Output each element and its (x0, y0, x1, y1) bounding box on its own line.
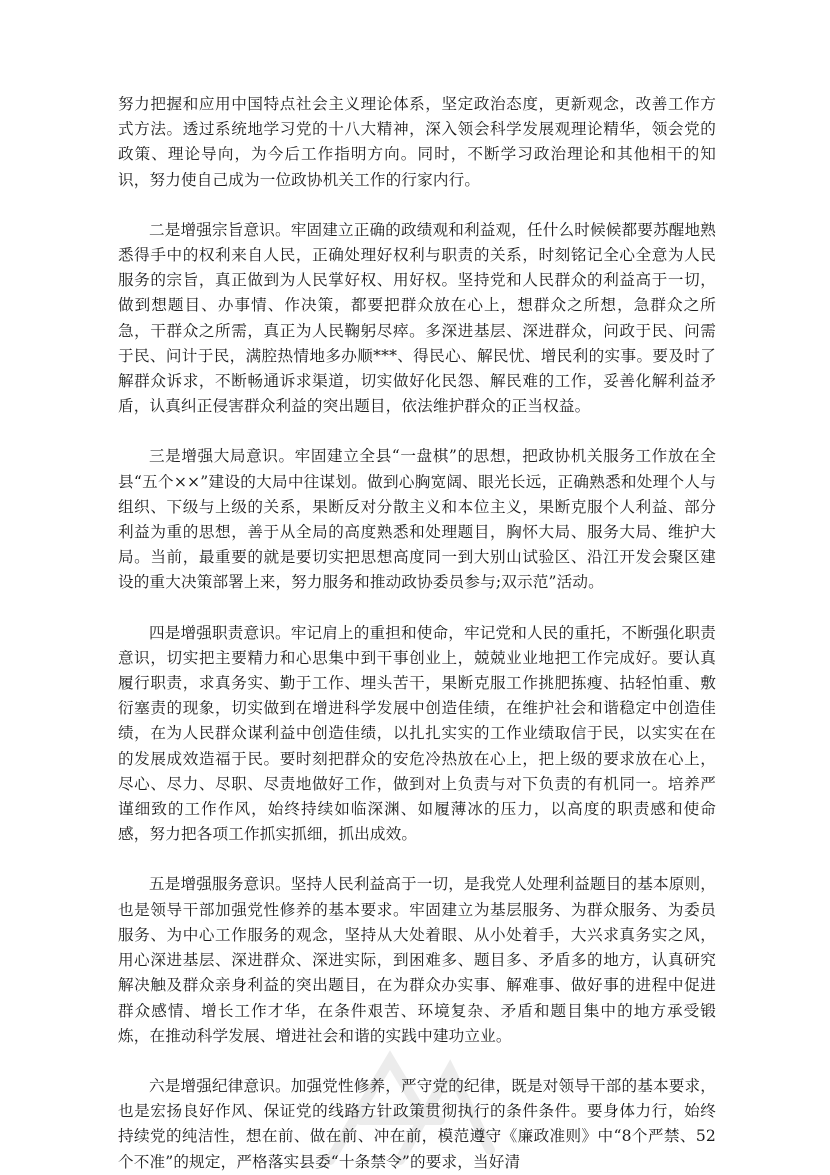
document-body (118, 92, 716, 1175)
paragraph-service-awareness: 五是增强服务意识。坚持人民利益高于一切，是我党人处理利益题目的基本原则，也是领导干部加强党性修养的基本要求。牢固建立为基层服务、为群众服务、为委员服务、为中心工作服务的观念，坚持从大处着眼、从小处着手，大兴求真务实之风，用心深进基层、深进群众、深进实际，到困难多、题目多、矛盾多的地方，认真研究解决触及群众亲身利益的突出题目，在为群众办实事、解难事、做好事的进程中促进群众感情、增长工作才华，在条件艰苦、环境复杂、矛盾和题目集中的地方承受锻炼，在推动科学发展、增进社会和谐的实践中建功立业。 (118, 875, 716, 1045)
paragraph-purpose-awareness: 二是增强宗旨意识。牢固建立正确的政绩观和利益观，任什么时候候都要苏醒地熟悉得手中的权利来自人民，正确处理好权利与职责的关系，时刻铭记全心全意为人民服务的宗旨，真正做到为人民掌好权、用好权。坚持党和人民群众的利益高于一切，做到想题目、办事情、作决策，都要把群众放在心上，想群众之所想，急群众之所急，干群众之所需，真正为人民鞠躬尽瘁。多深进基层、深进群众，问政于民、问需于民、问计于民，满腔热情地多办顺***、得民心、解民忧、增民利的实事。要及时了解群众诉求，不断畅通诉求渠道，切实做好化民怨、解民难的工作，妥善化解利益矛盾，认真纠正侵害群众利益的突出题目，依法维护群众的正当权益。 (118, 220, 716, 416)
paragraph-political-study: 努力把握和应用中国特点社会主义理论体系，坚定政治态度，更新观念，改善工作方式方法。透过系统地学习党的十八大精神，深入领会科学发展观理论精华，领会党的政策、理论导向，为今后工作指明方向。同时，不断学习政治理论和其他相干的知识，努力使自己成为一位政协机关工作的行家内行。 (118, 95, 716, 189)
paragraph-discipline-awareness: 六是增强纪律意识。加强党性修养，严守党的纪律，既是对领导干部的基本要求，也是宏扬良好作风、保证党的线路方针政策贯彻执行的条件条件。要身体力行，始终持续党的纯洁性，想在前、做在前、冲在前，模范遵守《廉政准则》中“8个严禁、52个不准”的规定，严格落实县委“十条禁令”的要求，当好清 (118, 1076, 716, 1171)
paragraph-overall-awareness: 三是增强大局意识。牢固建立全县“一盘棋”的思想，把政协机关服务工作放在全县“五个××”建设的大局中往谋划。做到心胸宽阔、眼光长远，正确熟悉和处理个人与组织、下级与上级的关系，果断反对分散主义和本位主义，果断克服个人利益、部分利益为重的思想，善于从全局的高度熟悉和处理题目，胸怀大局、服务大局、维护大局。当前，最重要的就是要切实把思想高度同一到大别山试验区、沿江开发会聚区建设的重大决策部署上来，努力服务和推动政协委员参与;双示范”活动。 (118, 447, 716, 592)
paragraph-responsibility-awareness: 四是增强职责意识。牢记肩上的重担和使命，牢记党和人民的重托，不断强化职责意识，切实把主要精力和心思集中到干事创业上，兢兢业业地把工作完成好。要认真履行职责，求真务实、勤于工作、埋头苦干，果断克服工作挑肥拣瘦、拈轻怕重、敷衍塞责的现象，切实做到在增进科学发展中创造佳绩，在维护社会和谐稳定中创造佳绩，在为人民群众谋利益中创造佳绩，以扎扎实实的工作业绩取信于民，以实实在在的发展成效造福于民。要时刻把群众的安危冷热放在心上，把上级的要求放在心上，尽心、尽力、尽职、尽责地做好工作，做到对上负责与对下负责的有机同一。培养严谨细致的工作作风，始终持续如临深渊、如履薄冰的压力，以高度的职责感和使命感，努力把各项工作抓实抓细，抓出成效。 (118, 623, 716, 844)
